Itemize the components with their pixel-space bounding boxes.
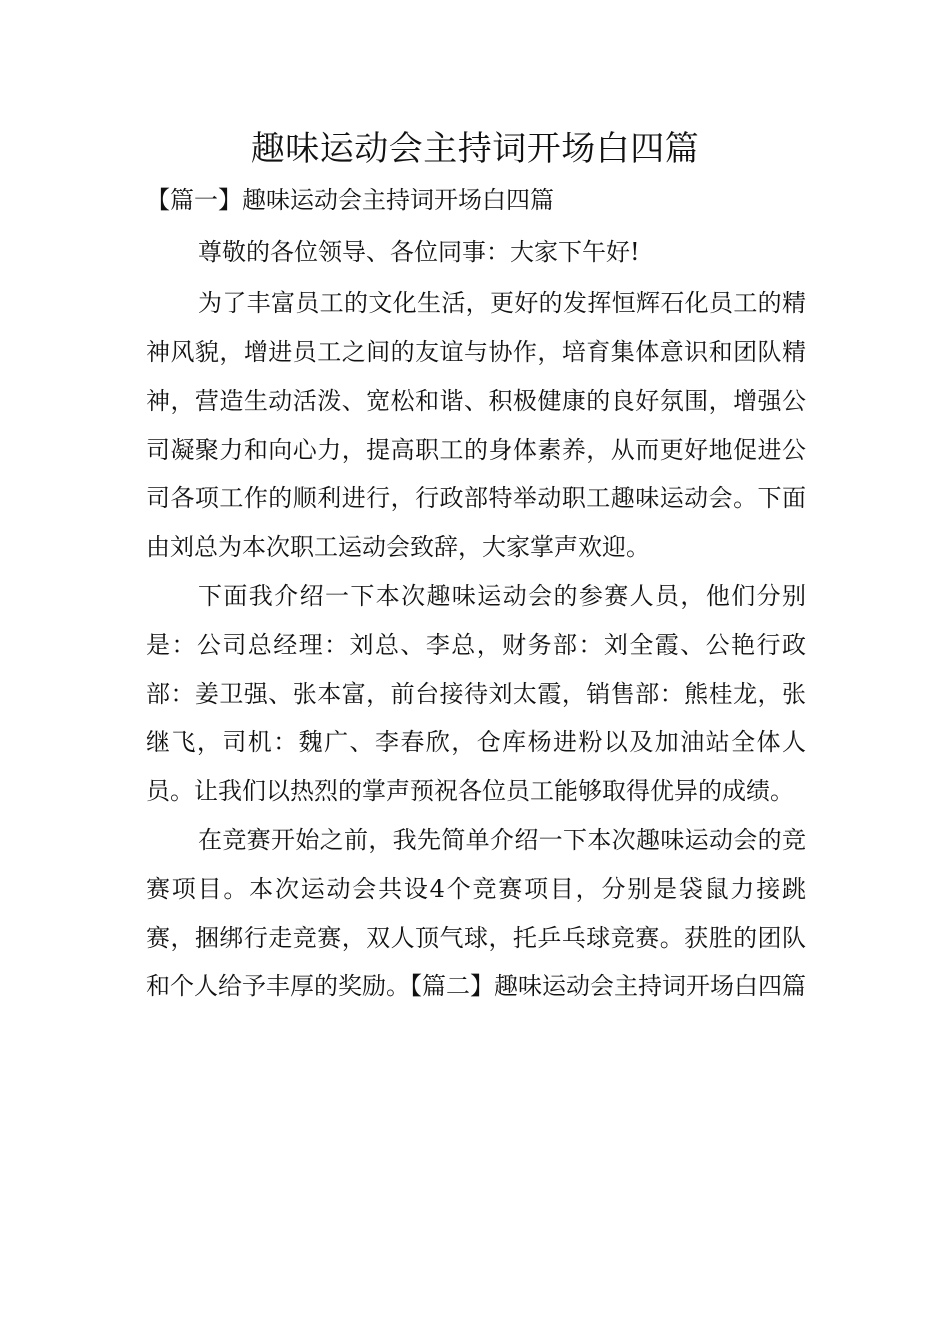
- paragraph-purpose: 为了丰富员工的文化生活，更好的发挥恒辉石化员工的精神风貌，增进员工之间的友谊与协作，培育集体意识和团队精神，营造生动活泼、宽松和谐、积极健康的良好氛围，增强公司凝聚力和向心力，提高职工的身体素养，从而更好地促进公司各项工作的顺利进行，行政部特举动职工趣味运动会。下面由刘总为本次职工运动会致辞，大家掌声欢迎。: [146, 289, 806, 562]
- document-title: 趣味运动会主持词开场白四篇: [250, 129, 700, 169]
- section-heading: 【篇一】趣味运动会主持词开场白四篇: [146, 186, 554, 214]
- document-body: [146, 228, 806, 1011]
- paragraph-participants: 下面我介绍一下本次趣味运动会的参赛人员，他们分别是：公司总经理：刘总、李总，财务部：刘全霞、公艳行政部：姜卫强、张本富，前台接待刘太霞，销售部：熊桂龙，张继飞，司机：魏广、李春欣，仓库杨进粉以及加油站全体人员。让我们以热烈的掌声预祝各位员工能够取得优异的成绩。: [146, 581, 806, 806]
- paragraph-greeting: 尊敬的各位领导、各位同事：大家下午好!: [198, 238, 640, 266]
- paragraph-events: 在竞赛开始之前，我先简单介绍一下本次趣味运动会的竞赛项目。本次运动会共设4个竞赛项目，分别是袋鼠力接跳赛，捆绑行走竞赛，双人顶气球，托乒乓球竞赛。获胜的团队和个人给予丰厚的奖励。【篇二】趣味运动会主持词开场白四篇: [146, 825, 806, 1001]
